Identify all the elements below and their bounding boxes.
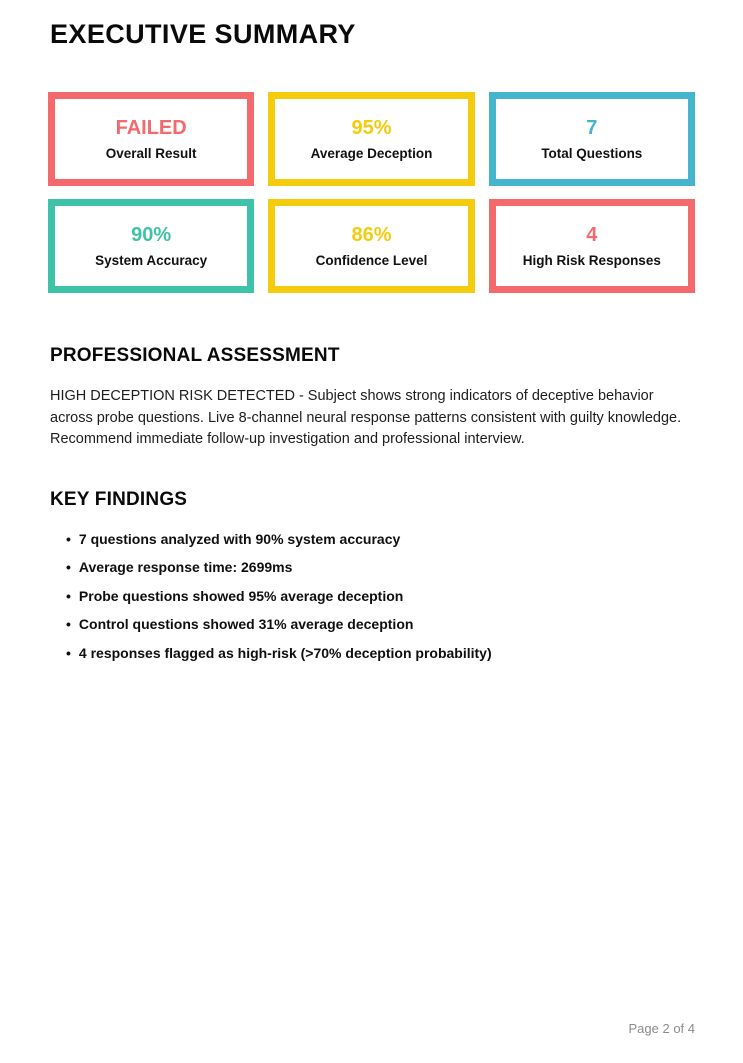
stat-card-confidence-level [268,199,474,293]
key-finding-item [66,532,695,546]
key-finding-item [66,646,695,660]
bullet-icon: • [66,530,71,547]
stat-card-high-risk-responses [489,199,695,293]
stat-label: Total Questions [541,145,643,161]
stat-label: High Risk Responses [522,252,661,268]
professional-assessment-heading: PROFESSIONAL ASSESSMENT [50,345,340,366]
bullet-icon: • [66,559,71,575]
stat-label: Average Deception [310,145,433,161]
stat-card-total-questions [489,92,695,186]
key-finding-item [66,560,695,574]
professional-assessment-body: HIGH DECEPTION RISK DETECTED - Subject shows strong indicators of deceptive behavior across probe questions. Live 8-channel neural response patterns consistent with guilty knowledge. Recommend immediate follow-up investigation and professional interview. [50,388,682,447]
stat-label: Overall Result [105,145,197,161]
key-finding-text: 7 questions analyzed with 90% system accuracy [78,530,401,547]
key-finding-item [66,589,695,603]
stat-card-system-accuracy [48,199,254,293]
stat-label: Confidence Level [315,252,428,268]
key-findings-list [66,532,695,660]
bullet-icon: • [66,644,71,661]
bullet-icon: • [66,587,71,604]
key-finding-item [66,617,695,631]
stat-value: 7 [586,116,598,139]
stat-card-average-deception [268,92,474,186]
key-finding-text: Average response time: 2699ms [78,559,293,575]
stat-value: FAILED [115,116,187,139]
page-title: EXECUTIVE SUMMARY [50,19,356,49]
key-finding-text: 4 responses flagged as high-risk (>70% deception probability) [78,644,492,661]
stat-value: 4 [586,223,598,246]
key-finding-text: Control questions showed 31% average deception [78,616,414,632]
report-page [0,19,743,660]
stat-value: 90% [131,223,172,246]
key-finding-text: Probe questions showed 95% average deception [78,587,404,604]
bullet-icon: • [66,616,71,632]
stat-value: 86% [351,223,392,246]
stat-card-overall-result [48,92,254,186]
page-number: Page 2 of 4 [628,1021,695,1036]
summary-stat-cards [48,92,695,293]
key-findings-heading: KEY FINDINGS [50,488,188,510]
stat-label: System Accuracy [95,252,208,268]
stat-value: 95% [351,116,392,139]
